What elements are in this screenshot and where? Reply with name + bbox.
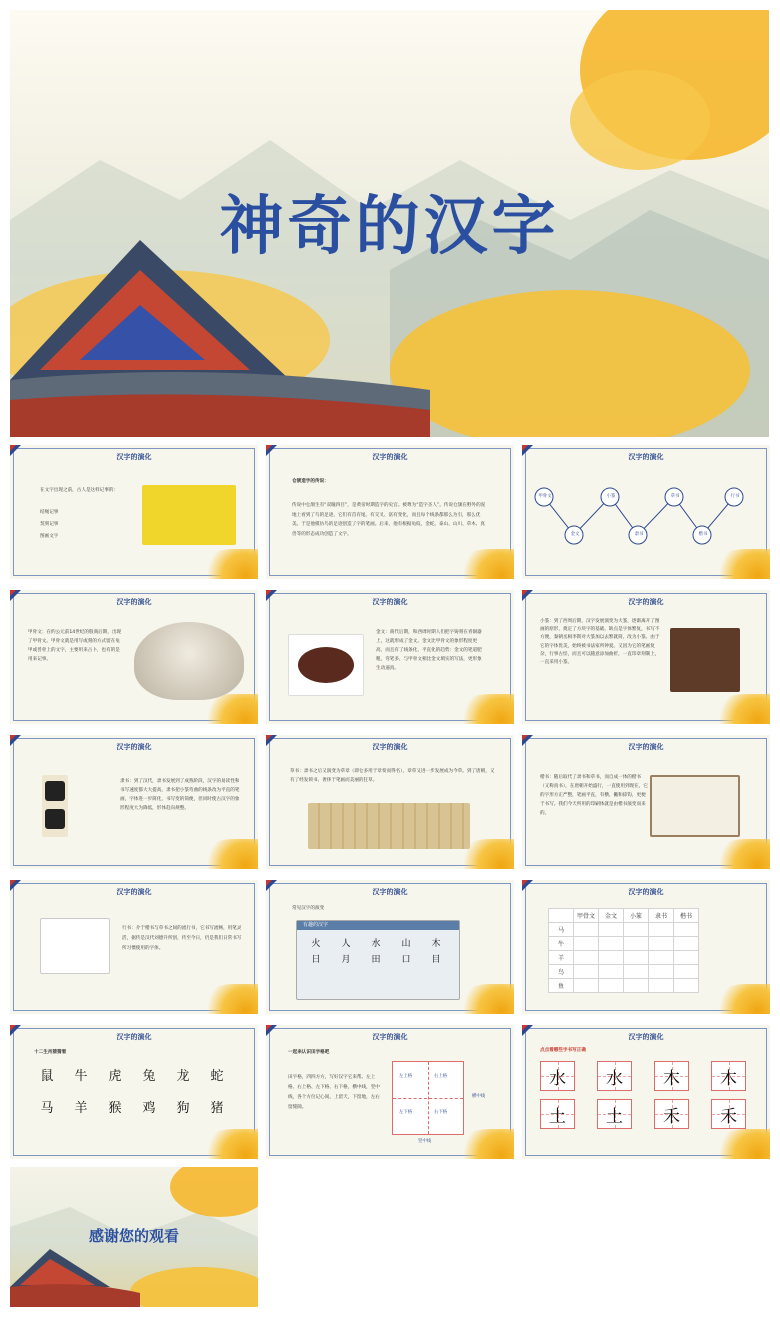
character-option[interactable] [654, 1099, 689, 1129]
slide-5[interactable] [10, 590, 258, 724]
list-item: 结绳记事 [40, 510, 59, 515]
slide-7[interactable] [522, 590, 770, 724]
zodiac-glyph[interactable]: 兔 [142, 1068, 156, 1084]
slide-11[interactable] [10, 880, 258, 1014]
thank-you-title: 感谢您的观看 [88, 1227, 179, 1245]
slide-title: 汉字的演化 [628, 1033, 664, 1041]
seal-script-text: 小篆：到了西周后期，汉字发展演变为大篆，逐渐离开了图画的原形，奠定了方块字的基础。缺点是字体繁复，书写不方便，秦朝丞相李斯对大篆加以去繁就简，改为小篆。由于它的字体优美，始终被书法家所钟爱。又因为它的笔画复杂，行事古怪，而且可以随意添加曲折，一直印章刻制上，一直采用小篆。 [540, 619, 660, 666]
character-option[interactable] [654, 1061, 689, 1091]
character: 禾 [720, 1106, 737, 1127]
slide-title: 汉字的演化 [116, 598, 152, 606]
bronze-text: 金文：商代后期，和西周时期人们把字铸刻在青铜器上，这就形成了金文。金文比甲骨文的象形程度更高，而且有了线条化、平直化的趋势：金文的笔道肥粗，弯笔多，与甲骨文相比金文填实的写法，更形象生动逼真。 [376, 630, 482, 671]
slide-title: 汉字的演化 [372, 598, 408, 606]
node-label: 草书 [670, 494, 680, 499]
row-header: 牛 [549, 937, 574, 951]
character-option[interactable] [540, 1099, 575, 1129]
zodiac-glyph[interactable]: 羊 [74, 1100, 88, 1116]
list-item: 图画文字 [40, 534, 59, 539]
bronze-vessel-image [288, 634, 364, 696]
slide-title: 汉字的演化 [628, 598, 664, 606]
running-script-text: 行书：介于楷书与草书之间的流行书，它书写流畅，用笔灵活，据传是汉代刘德升所创，传至今日，仍是我们日常书写所习惯使用的字体。 [122, 926, 242, 951]
chart-banner: 有趣的汉字 [297, 921, 459, 930]
row-header: 鸟 [549, 965, 574, 979]
node-label: 隶书 [634, 532, 644, 537]
evolution-diagram [522, 445, 770, 579]
character-option[interactable] [711, 1099, 746, 1129]
vertical-line-label: 竖中线 [418, 1139, 432, 1144]
slide-title: 汉字的演化 [628, 888, 664, 896]
zodiac-glyph[interactable]: 蛇 [210, 1068, 224, 1084]
clerical-text: 隶书：到了汉代，隶书发展到了成熟阶段，汉字的易读性和书写速度都大大提高。隶书把小篆弯曲的线条改为平直的笔画，字体进一步简化，书写变的简便，但同时使古汉字的象形程度大为降低，形体趋向规整。 [120, 779, 240, 811]
node-label: 楷书 [698, 532, 708, 537]
slide-title: 汉字的演化 [372, 743, 408, 751]
title-slide[interactable] [10, 10, 769, 437]
slide-8[interactable] [10, 735, 258, 869]
character: 人 [341, 938, 351, 949]
zodiac-glyph[interactable]: 虎 [108, 1068, 122, 1084]
slide-4[interactable] [522, 445, 770, 579]
legend-body: 传说中仓颉生有“双瞳四目”，是黄帝时期造字的史官。被尊为“造字圣人”。传说仓颉在野外的泥地上看到了鸟的足迹，它们有首有尾、有交叉、富有变化，而且每个线条都那么为引，那么优美。于是他模仿鸟的足迹创造了字的笔画。后来，他有根据龟纹、金蛇、泰山、山川、草木、真兽等的形态成功创造了文字。 [292, 503, 486, 537]
thank-you-slide[interactable] [10, 1167, 258, 1307]
character-option[interactable] [597, 1099, 632, 1129]
slide-16[interactable] [522, 1025, 770, 1159]
column-header: 甲骨文 [574, 909, 599, 923]
node-label: 金文 [570, 532, 580, 537]
slide-title: 汉字的演化 [116, 453, 152, 461]
intro-text: 在文字出现之前，古人是这样记事的： [40, 488, 119, 493]
zodiac-glyph[interactable]: 狗 [176, 1100, 190, 1116]
grid-heading: 一起来认识田字格吧 [288, 1050, 330, 1055]
node-label: 行书 [730, 494, 740, 499]
list-item: 契刻记事 [40, 522, 59, 527]
slide-title: 汉字的演化 [628, 743, 664, 751]
row-header: 鱼 [549, 979, 574, 993]
column-header: 金文 [599, 909, 624, 923]
zodiac-glyph[interactable]: 猴 [108, 1100, 122, 1116]
character: 木 [663, 1068, 680, 1089]
script-comparison-table [548, 908, 699, 993]
slide-title: 汉字的演化 [116, 888, 152, 896]
slide-title: 汉字的演化 [372, 453, 408, 461]
column-header: 隶书 [649, 909, 674, 923]
character: 口 [401, 954, 411, 965]
oracle-bone-image [134, 622, 244, 700]
character: 日 [311, 954, 321, 965]
slide-12[interactable] [266, 880, 514, 1014]
row-header: 马 [549, 923, 574, 937]
tianzige-diagram [392, 1061, 464, 1135]
character: 田 [371, 954, 381, 965]
regular-script-text: 楷书：随后取代了隶书和草书，而自成一体的楷书（又称真书），在唐朝开始盛行，一直使用到现在，它的字形方正严整，笔画平直，有横、撇和捺钩，更便于书写。我们今天所用的印刷体就是由楷书演变而来的。 [540, 775, 648, 816]
clerical-calligraphy-image [42, 775, 68, 837]
character: 水 [549, 1068, 566, 1089]
character: 目 [431, 954, 441, 965]
character-option[interactable] [711, 1061, 746, 1091]
zodiac-glyph[interactable]: 牛 [74, 1068, 88, 1084]
character: 月 [341, 954, 351, 965]
cell-label: 右上格 [434, 1074, 448, 1079]
zodiac-glyph[interactable]: 鼠 [40, 1068, 54, 1084]
cell-label: 右下格 [434, 1110, 448, 1115]
slide-14[interactable] [10, 1025, 258, 1159]
zodiac-glyph[interactable]: 鸡 [142, 1100, 156, 1116]
slide-title: 汉字的演化 [372, 1033, 408, 1041]
character: 禾 [663, 1106, 680, 1127]
zodiac-heading: 十二生肖猜猜看 [34, 1050, 67, 1055]
regular-script-image [650, 775, 740, 837]
character: 土 [606, 1106, 623, 1127]
character: 火 [311, 938, 321, 949]
cursive-calligraphy-image [308, 803, 470, 849]
cell-label: 左下格 [399, 1110, 413, 1115]
section-heading: 常见汉字的演变 [292, 906, 325, 911]
zodiac-glyph[interactable]: 猪 [210, 1100, 224, 1116]
character-option[interactable] [540, 1061, 575, 1091]
character-option[interactable] [597, 1061, 632, 1091]
zodiac-glyph[interactable]: 龙 [176, 1068, 190, 1084]
oracle-bone-text: 甲骨文：在约公元前14世纪的殷商后期，出现了甲骨文。甲骨文就是用写或刻的方式留在龟甲或兽骨上的文字，主要用来占卜，也有的是用来记事。 [28, 630, 122, 662]
grid-rhyme: 田字格，四四方方，写好汉字它来帮。左上格、右上格、左下格、右下格，横中线，竖中线，各个方位记心间。上留天，下留地，左右留缝隙。 [288, 1075, 380, 1110]
quiz-heading: 点点看哪些字书写正确 [540, 1048, 586, 1053]
character: 水 [606, 1068, 623, 1089]
running-script-image [40, 918, 110, 974]
slide-title: 汉字的演化 [116, 743, 152, 751]
slide-6[interactable] [266, 590, 514, 724]
slide-3[interactable] [266, 445, 514, 579]
column-header: 小篆 [624, 909, 649, 923]
main-title: 神奇的汉字 [219, 190, 560, 264]
zodiac-glyph[interactable]: 马 [40, 1100, 54, 1116]
slide-9[interactable] [266, 735, 514, 869]
character-evolution-chart [296, 920, 460, 1000]
column-header: 楷书 [674, 909, 699, 923]
cursive-text: 草书：隶书之后又演变为草章（即仓多用于章奏而得名），章草又进一步发展成为今草。到了唐朝，又有了经发锁书、奢侈于笔画而美丽的狂草。 [290, 769, 495, 783]
node-label: 小篆 [606, 494, 616, 499]
slide-2[interactable] [10, 445, 258, 579]
node-label: 甲骨文 [538, 494, 552, 499]
seal-image [670, 628, 740, 692]
horizontal-line-label: 横中线 [472, 1094, 486, 1099]
slide-title: 汉字的演化 [628, 453, 664, 461]
slide-title: 汉字的演化 [116, 1033, 152, 1041]
cartoon-image [142, 485, 236, 545]
slide-title: 汉字的演化 [372, 888, 408, 896]
character: 木 [720, 1068, 737, 1089]
character: 木 [431, 938, 441, 949]
legend-heading: 仓颉造字的传说： [292, 479, 329, 484]
character: 土 [549, 1106, 566, 1127]
row-header: 羊 [549, 951, 574, 965]
slide-13[interactable] [522, 880, 770, 1014]
character: 水 [371, 938, 381, 949]
slide-15[interactable] [266, 1025, 514, 1159]
character: 山 [401, 938, 411, 949]
slide-10[interactable] [522, 735, 770, 869]
cell-label: 左上格 [399, 1074, 413, 1079]
